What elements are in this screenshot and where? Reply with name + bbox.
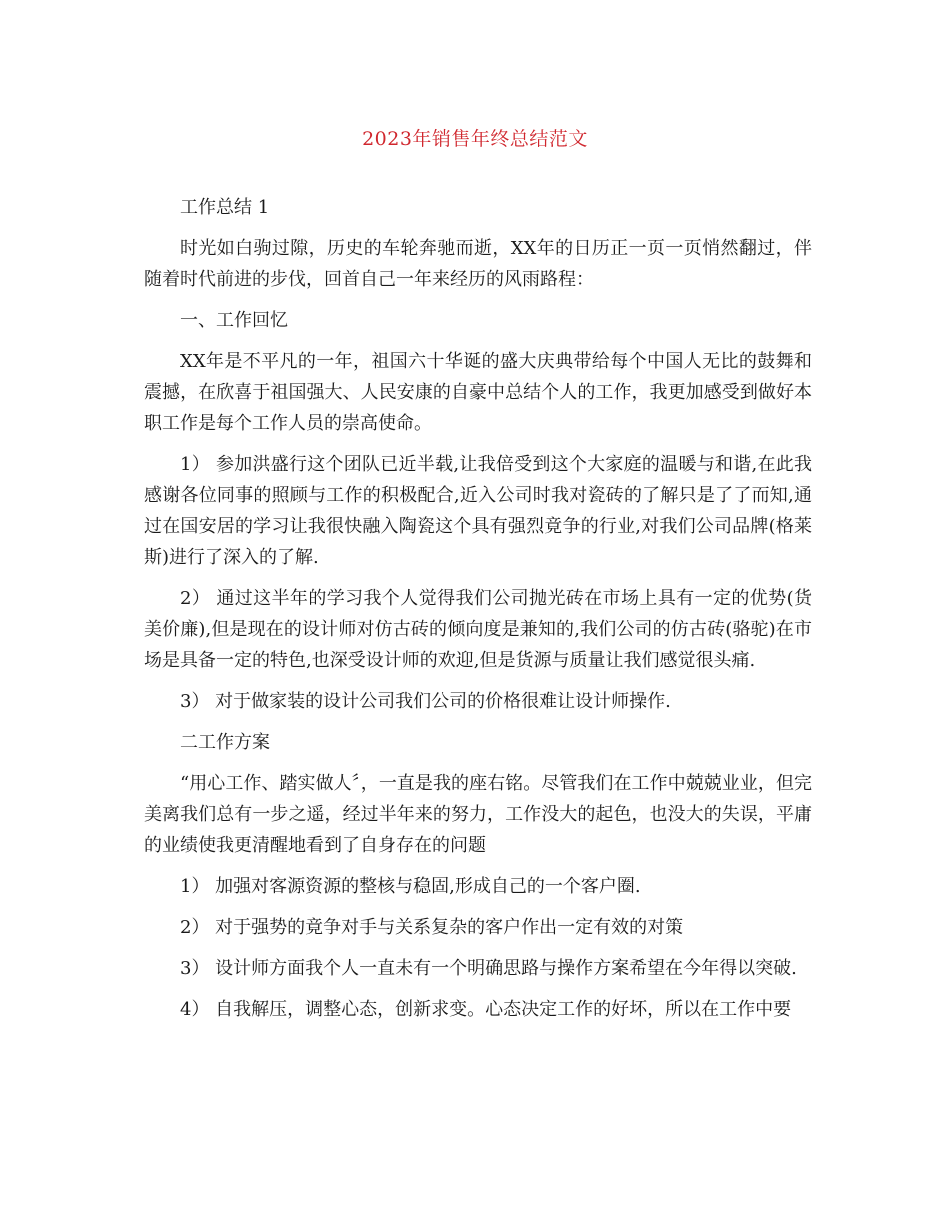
list-item: 2） 通过这半年的学习我个人觉得我们公司抛光砖在市场上具有一定的优势(货美价廉),但是现在的设计师对仿古砖的倾向度是兼知的,我们公司的仿古砖(骆驼)在市场是具备一定的特色,也深受设计师的欢迎,但是货源与质量让我们感觉很头痛.: [144, 588, 812, 671]
list-item: 4） 自我解压，调整心态，创新求变。心态决定工作的好坏，所以在工作中要: [180, 999, 792, 1020]
list-item: 3） 设计师方面我个人一直未有一个明确思路与操作方案希望在今年得以突破.: [180, 958, 797, 979]
paragraph: 工作总结 1: [180, 197, 270, 218]
document-body: [144, 192, 812, 1035]
paragraph: 时光如白驹过隙，历史的车轮奔驰而逝，XX年的日历正一页一页悄然翻过，伴随着时代前进的步伐，回首自己一年来经历的风雨路程：: [144, 238, 812, 290]
paragraph: “用心工作、踏实做人〞，一直是我的座右铭。尽管我们在工作中兢兢业业，但完美离我们总有一步之遥，经过半年来的努力，工作没大的起色，也没大的失误，平庸的业绩使我更清醒地看到了自身存在的问题: [144, 773, 812, 856]
list-item: 3） 对于做家装的设计公司我们公司的价格很难让设计师操作.: [180, 691, 671, 712]
section-heading: 二工作方案: [180, 732, 270, 753]
document-title: 2023年销售年终总结范文: [362, 128, 588, 150]
list-item: 1） 参加洪盛行这个团队已近半载,让我倍受到这个大家庭的温暖与和谐,在此我感谢各位同事的照顾与工作的积极配合,近入公司时我对瓷砖的了解只是了了而知,通过在国安居的学习让我很快融入陶瓷这个具有强烈竟争的行业,对我们公司品牌(格莱斯)进行了深入的了解.: [144, 454, 812, 568]
list-item: 2） 对于强势的竟争对手与关系复杂的客户作出一定有效的对策: [180, 917, 684, 938]
paragraph: XX年是不平凡的一年，祖国六十华诞的盛大庆典带给每个中国人无比的鼓舞和震撼，在欣喜于祖国强大、人民安康的自豪中总结个人的工作，我更加感受到做好本职工作是每个工作人员的崇高使命。: [144, 351, 812, 434]
section-heading: 一、工作回忆: [180, 310, 288, 331]
list-item: 1） 加强对客源资源的整核与稳固,形成自己的一个客户圈.: [180, 876, 641, 897]
